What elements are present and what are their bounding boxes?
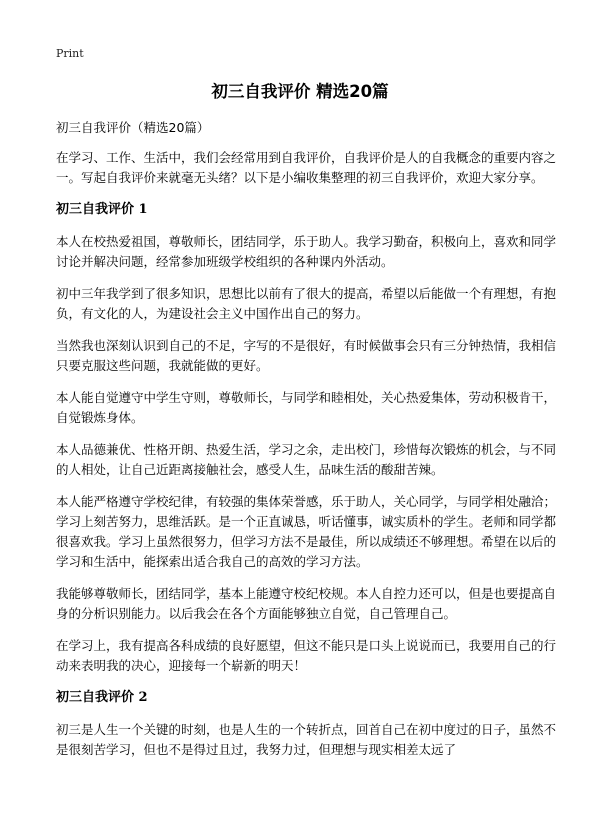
paragraph: 当然我也深刻认识到自己的不足，字写的不是很好，有时候做事会只有三分钟热情，我相信只要克服这些问题，我就能做的更好。 — [56, 338, 557, 373]
document-body — [56, 118, 562, 772]
paragraph: 本人能严格遵守学校纪律，有较强的集体荣誉感，乐于助人，关心同学，与同学相处融洽；学习上刻苦努力，思维活跃。是一个正直诚恳，听话懂事，诚实质朴的学生。老师和同学都很喜欢我。学习上虽然很努力，但学习方法不是最佳，所以成绩还不够理想。希望在以后的学习和生活中，能探索出适合我自己的高效的学习方法。 — [56, 494, 557, 569]
intro-paragraph: 在学习、工作、生活中，我们会经常用到自我评价，自我评价是人的自我概念的重要内容之一。写起自我评价来就毫无头绪？以下是小编收集整理的初三自我评价，欢迎大家分享。 — [56, 150, 557, 185]
document-subtitle: 初三自我评价（精选20篇） — [56, 120, 210, 135]
paragraph: 初三是人生一个关键的时刻，也是人生的一个转折点，回首自己在初中度过的日子，虽然不是很刻苦学习，但也不是得过且过，我努力过，但理想与现实相差太远了 — [56, 722, 557, 757]
document-title: 初三自我评价 精选20篇 — [211, 82, 389, 101]
print-link[interactable]: Print — [56, 47, 84, 60]
paragraph: 我能够尊敬师长，团结同学，基本上能遵守校纪校规。本人自控力还可以，但是也要提高自身的分析识别能力。以后我会在各个方面能够独立自觉，自己管理自己。 — [56, 586, 557, 621]
section-heading: 初三自我评价 1 — [56, 202, 148, 217]
paragraph: 在学习上，我有提高各科成绩的良好愿望，但这不能只是口头上说说而已，我要用自己的行动来表明我的决心，迎接每一个崭新的明天！ — [56, 638, 557, 673]
paragraph: 初中三年我学到了很多知识，思想比以前有了很大的提高，希望以后能做一个有理想，有抱负，有文化的人，为建设社会主义中国作出自己的努力。 — [56, 286, 557, 321]
paragraph: 本人能自觉遵守中学生守则，尊敬师长，与同学和睦相处，关心热爱集体，劳动积极肯干，自觉锻炼身体。 — [56, 390, 557, 425]
paragraph: 本人品德兼优、性格开朗、热爱生活，学习之余，走出校门，珍惜每次锻炼的机会，与不同的人相处，让自己近距离接触社会，感受人生，品味生活的酸甜苦辣。 — [56, 442, 557, 477]
section-heading: 初三自我评价 2 — [56, 690, 148, 705]
paragraph: 本人在校热爱祖国，尊敬师长，团结同学，乐于助人。我学习勤奋，积极向上，喜欢和同学讨论并解决问题，经常参加班级学校组织的各种课内外活动。 — [56, 234, 557, 269]
